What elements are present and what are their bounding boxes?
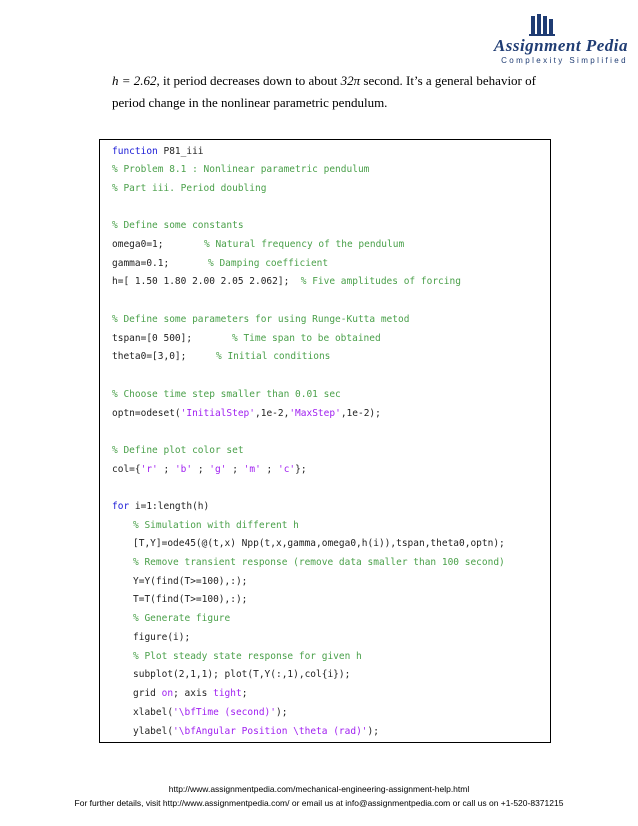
code-line: omega0=1; % Natural frequency of the pendulum	[112, 239, 405, 250]
books-logo-icon	[528, 12, 556, 38]
code-line: % Problem 8.1 : Nonlinear parametric pendulum	[112, 164, 370, 175]
code-line: ylabel('\bfAngular Position \theta (rad)');	[133, 726, 379, 737]
logo-tagline: Complexity Simplified	[501, 56, 628, 65]
code-line: % Simulation with different h	[133, 520, 299, 531]
code-line: figure(i);	[133, 632, 191, 643]
code-line: % Choose time step smaller than 0.01 sec	[112, 389, 341, 400]
math-period: 32π	[340, 73, 361, 88]
intro-text-2: second. It’s a general behavior of	[363, 73, 536, 88]
code-line: gamma=0.1; % Damping coefficient	[112, 258, 329, 269]
code-line: tspan=[0 500]; % Time span to be obtained	[112, 333, 381, 344]
code-line: [T,Y]=ode45(@(t,x) Npp(t,x,gamma,omega0,h(i)),tspan,theta0,optn);	[133, 538, 505, 549]
code-line: optn=odeset('InitialStep',1e-2,'MaxStep',1e-2);	[112, 408, 381, 419]
footer-link[interactable]: http://www.assignmentpedia.com/mechanical-engineering-assignment-help.html	[168, 784, 470, 794]
code-line: subplot(2,1,1); plot(T,Y(:,1),col{i});	[133, 669, 351, 680]
math-h-value: h = 2.62	[112, 73, 157, 88]
code-line: function P81_iii	[112, 146, 204, 157]
code-line: % Plot steady state response for given h	[133, 651, 362, 662]
intro-paragraph	[112, 70, 552, 114]
code-line: h=[ 1.50 1.80 2.00 2.05 2.062]; % Five amplitudes of forcing	[112, 276, 461, 287]
footer-contact: For further details, visit http://www.assignmentpedia.com/ or email us at info@assignmentpedia.com or call us on +1-520-8371215	[74, 798, 564, 808]
code-line: % Part iii. Period doubling	[112, 183, 267, 194]
brand-logo	[468, 10, 628, 70]
code-line: theta0=[3,0]; % Initial conditions	[112, 351, 331, 362]
logo-name: Assignment Pedia	[493, 36, 628, 55]
code-line: % Define some constants	[112, 220, 244, 231]
code-line: % Define some parameters for using Runge-Kutta metod	[112, 314, 410, 325]
code-line: T=T(find(T>=100),:);	[133, 594, 248, 605]
intro-text-3: period change in the nonlinear parametric pendulum.	[112, 95, 388, 110]
code-line: % Generate figure	[133, 613, 231, 624]
code-line: col={'r' ; 'b' ; 'g' ; 'm' ; 'c'};	[112, 464, 307, 475]
code-line: xlabel('\bfTime (second)');	[133, 707, 288, 718]
code-line: grid on; axis tight;	[133, 688, 248, 699]
code-line: for i=1:length(h)	[112, 501, 210, 512]
code-line: % Define plot color set	[112, 445, 244, 456]
intro-text-1: , it period decreases down to about	[156, 73, 338, 88]
code-line: % Remove transient response (remove data smaller than 100 second)	[133, 557, 505, 568]
code-line: Y=Y(find(T>=100),:);	[133, 576, 248, 587]
code-listing	[99, 139, 551, 743]
